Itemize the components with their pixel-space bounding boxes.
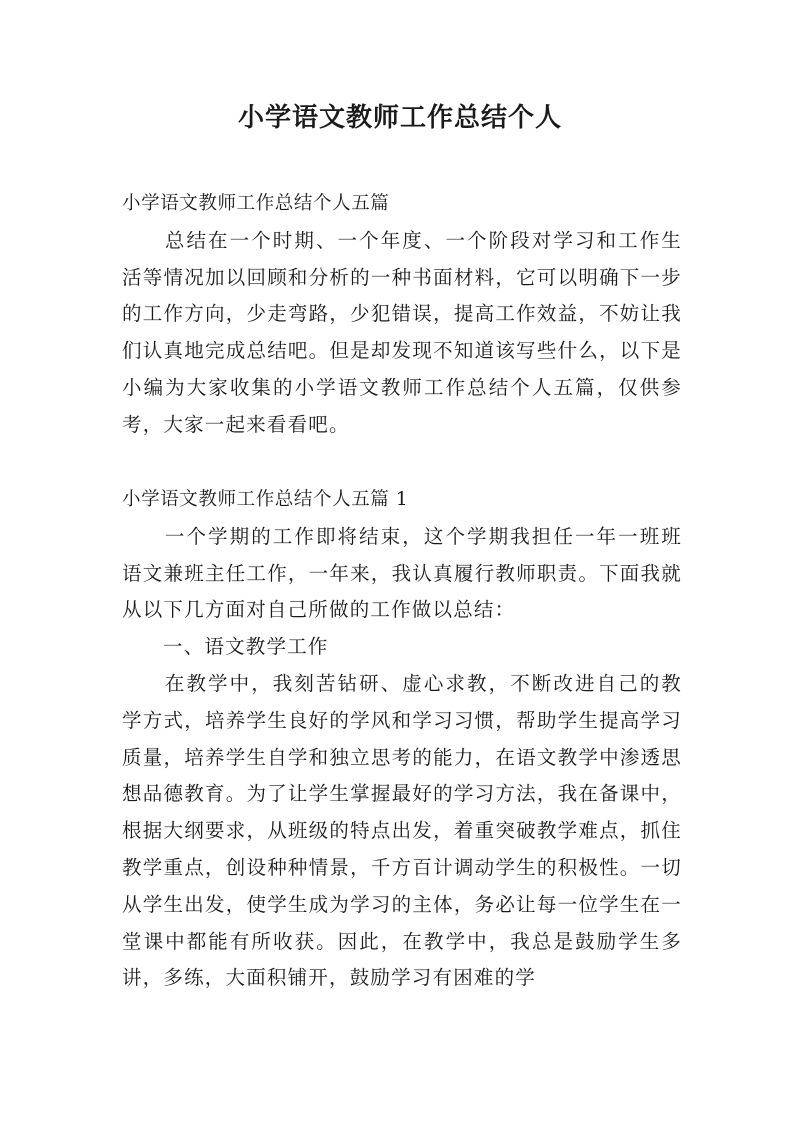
section-1 — [122, 482, 682, 997]
subsection-1-heading: 一、语文教学工作 — [163, 635, 329, 659]
intro-heading: 小学语文教师工作总结个人五篇 — [122, 193, 390, 214]
document-title: 小学语文教师工作总结个人 — [237, 103, 562, 133]
intro-paragraph: 总结在一个时期、一个年度、一个阶段对学习和工作生活等情况加以回顾和分析的一种书面材料，它可以明确下一步的工作方向，少走弯路，少犯错误，提高工作效益，不妨让我们认真地完成总结吧。但是却发现不知道该写些什么，以下是小编为大家收集的小学语文教师工作总结个人五篇，仅供参考，大家一起来看看吧。 — [122, 228, 682, 436]
subsection-1-paragraph: 在教学中，我刻苦钻研、虚心求教，不断改进自己的教学方式，培养学生良好的学风和学习习惯，帮助学生提高学习质量，培养学生自学和独立思考的能力，在语文教学中渗透思想品德教育。为了让学生掌握最好的学习方法，我在备课中，根据大纲要求，从班级的特点出发，着重突破教学难点，抓住教学重点，创设种种情景，千方百计调动学生的积极性。一切从学生出发，使学生成为学习的主体，务必让每一位学生在一堂课中都能有所收获。因此，在教学中，我总是鼓励学生多讲，多练，大面积铺开，鼓励学习有困难的学 — [122, 671, 682, 990]
section-1-paragraph: 一个学期的工作即将结束，这个学期我担任一年一班班语文兼班主任工作，一年来，我认真履行教师职责。下面我就从以下几方面对自己所做的工作做以总结： — [122, 524, 682, 622]
section-1-heading: 小学语文教师工作总结个人五篇 1 — [122, 489, 409, 510]
intro-section — [122, 186, 682, 444]
